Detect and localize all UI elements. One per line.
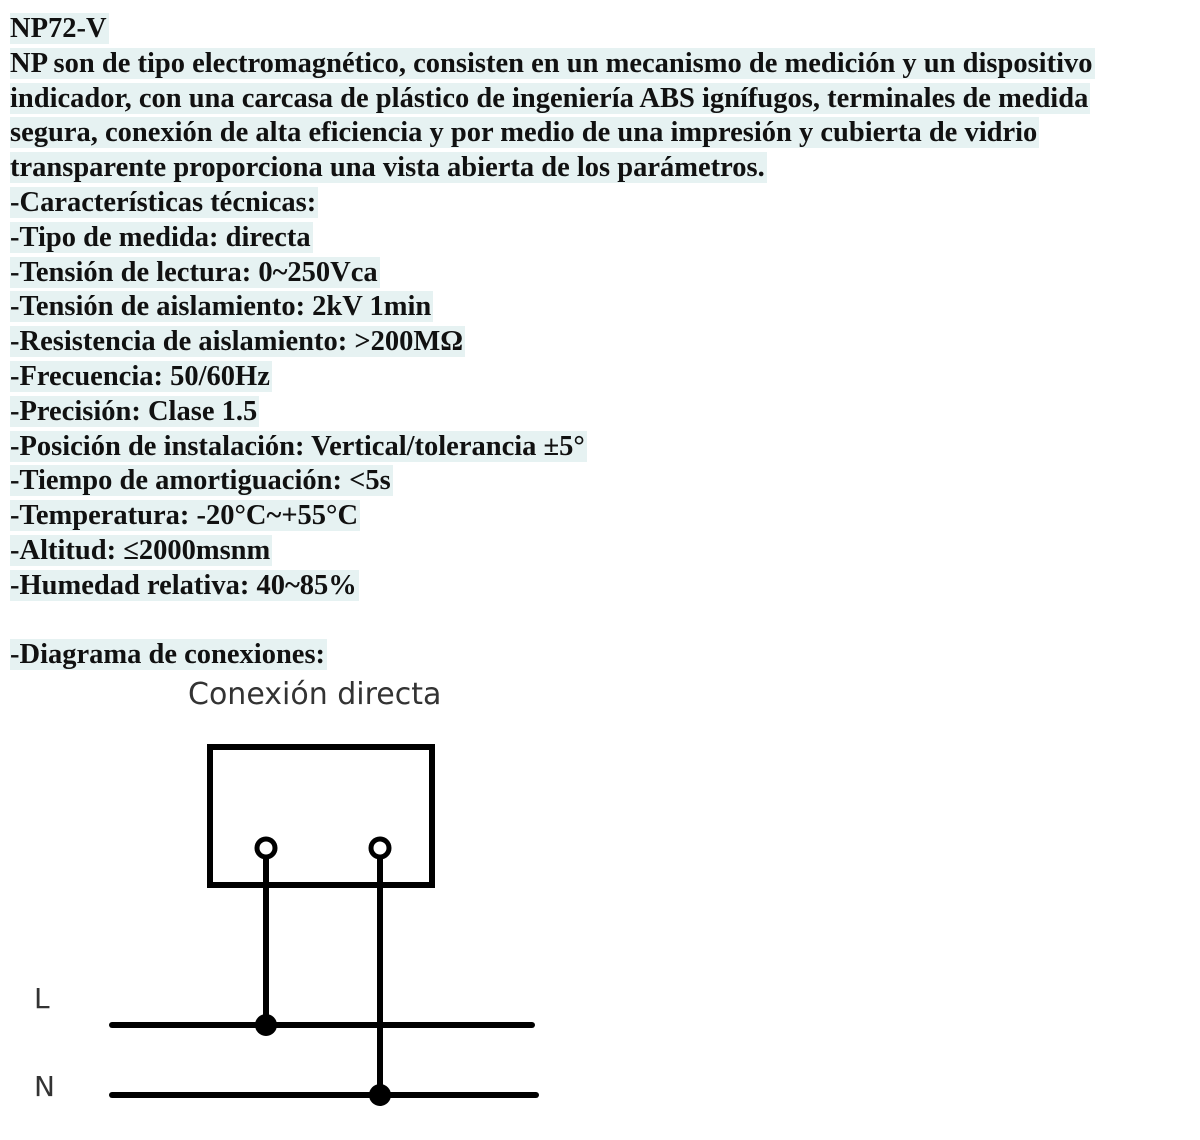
meter-box <box>210 747 432 885</box>
specs-heading: -Características técnicas: <box>10 186 317 218</box>
junction-L <box>255 1014 277 1036</box>
spec-item: -Tensión de aislamiento: 2kV 1min <box>10 291 432 323</box>
neutral-label: N <box>34 1070 55 1103</box>
spec-item: -Tensión de lectura: 0~250Vca <box>10 256 378 288</box>
description-line: segura, conexión de alta eficiencia y por medio de una impresión y cubierta de vidrio <box>10 117 1038 149</box>
spec-item: -Temperatura: -20°C~+55°C <box>10 500 359 532</box>
diagram-title: Conexión directa <box>188 677 442 712</box>
spec-item: -Precisión: Clase 1.5 <box>10 395 258 427</box>
junction-N <box>369 1084 391 1106</box>
spec-item: -Tiempo de amortiguación: <5s <box>10 465 391 497</box>
description-line: indicador, con una carcasa de plástico de ingeniería ABS ignífugos, terminales de medida <box>10 82 1089 114</box>
document-title: NP72-V <box>10 13 107 44</box>
description-line: NP son de tipo electromagnético, consisten en un mecanismo de medición y un dispositivo <box>10 47 1093 79</box>
spec-item: -Altitud: ≤2000msnm <box>10 534 271 566</box>
spec-item: -Tipo de medida: directa <box>10 221 311 253</box>
terminal-2 <box>371 839 389 857</box>
line-label: L <box>34 982 50 1015</box>
diagram-heading: -Diagrama de conexiones: <box>10 639 326 671</box>
description-line: transparente proporciona una vista abierta de los parámetros. <box>10 152 765 184</box>
spec-item: -Resistencia de aislamiento: >200MΩ <box>10 326 464 358</box>
spec-item: -Frecuencia: 50/60Hz <box>10 360 270 392</box>
spec-item: -Humedad relativa: 40~85% <box>10 569 357 601</box>
spec-item: -Posición de instalación: Vertical/tolerancia ±5° <box>10 430 585 462</box>
terminal-1 <box>257 839 275 857</box>
